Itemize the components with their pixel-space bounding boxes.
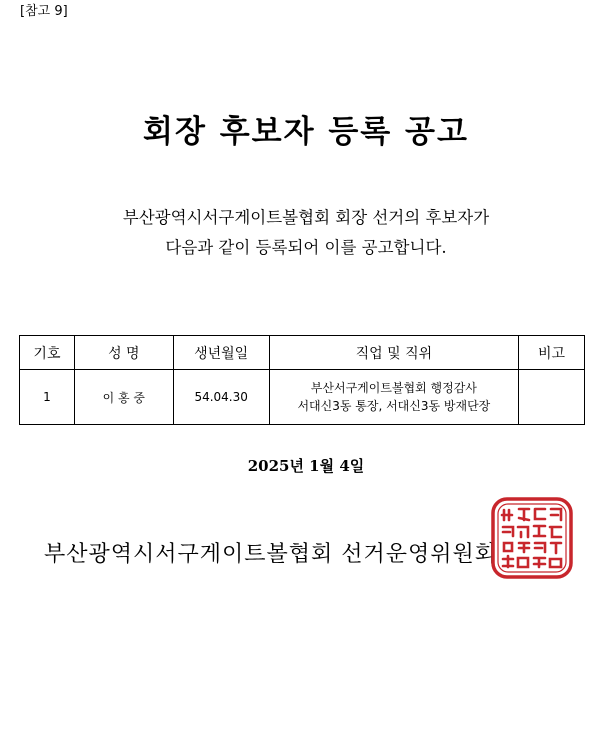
candidate-table bbox=[19, 335, 585, 425]
official-seal-icon bbox=[490, 496, 574, 580]
cell-occupation bbox=[269, 370, 518, 425]
header-number: 기호 bbox=[20, 336, 75, 370]
cell-name: 이 홍 중 bbox=[74, 370, 173, 425]
occupation-line: 부산서구게이트볼협회 행정감사 bbox=[310, 381, 477, 395]
body-line: 다음과 같이 등록되어 이를 공고합니다. bbox=[165, 238, 447, 257]
page-title: 회장 후보자 등록 공고 bbox=[143, 114, 469, 150]
reference-label: [참고 9] bbox=[20, 4, 68, 19]
header-note: 비고 bbox=[519, 336, 585, 370]
table-header-row bbox=[20, 336, 585, 370]
cell-note bbox=[519, 370, 585, 425]
cell-birthdate: 54.04.30 bbox=[173, 370, 269, 425]
header-name: 성 명 bbox=[74, 336, 173, 370]
occupation-line: 서대신3동 통장, 서대신3동 방재단장 bbox=[297, 399, 491, 413]
header-occupation: 직업 및 직위 bbox=[269, 336, 518, 370]
issuing-organization: 부산광역시서구게이트볼협회 선거운영위원회 bbox=[44, 542, 498, 567]
announcement-body bbox=[0, 203, 612, 263]
cell-number: 1 bbox=[20, 370, 75, 425]
announcement-date: 2025년 1월 4일 bbox=[247, 457, 365, 475]
table-row bbox=[20, 370, 585, 425]
body-line: 부산광역시서구게이트볼협회 회장 선거의 후보자가 bbox=[122, 208, 490, 227]
header-birthdate: 생년월일 bbox=[173, 336, 269, 370]
